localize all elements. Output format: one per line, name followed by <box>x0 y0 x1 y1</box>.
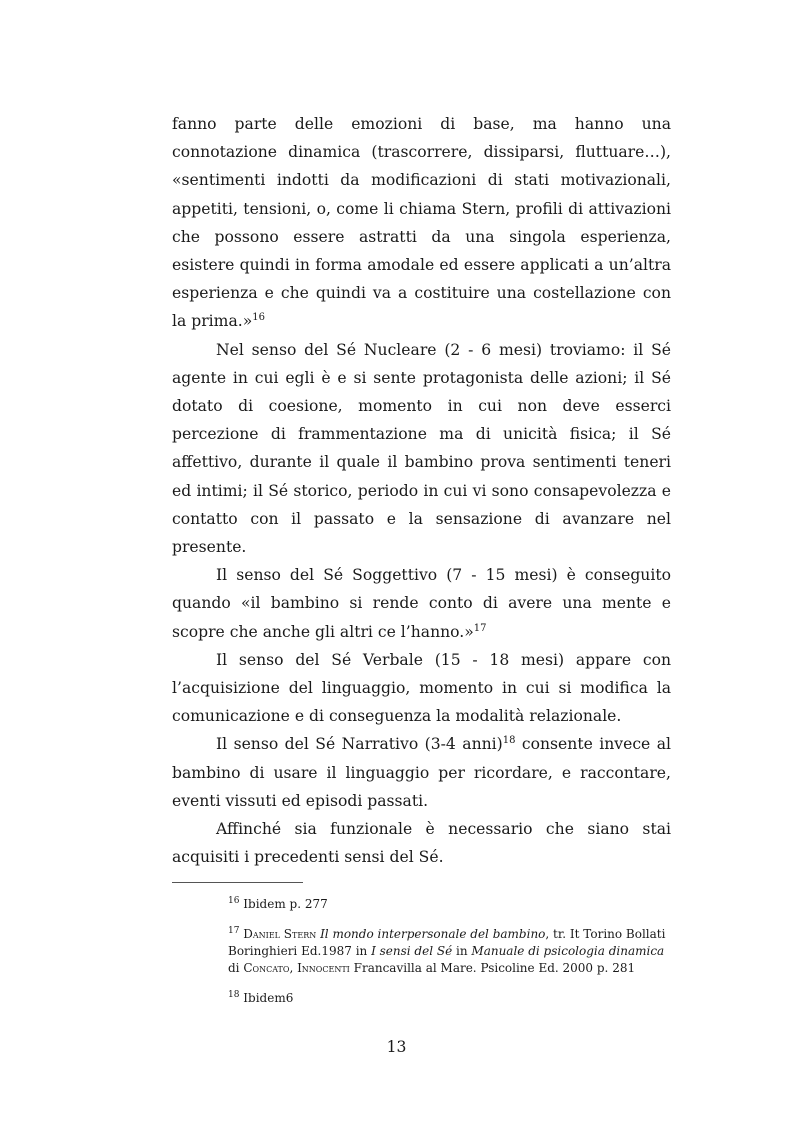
footnote-separator <box>172 882 303 883</box>
footnote-ref-18[interactable]: 18 <box>502 735 516 747</box>
paragraph-3: Il senso del Sé Soggettivo (7 - 15 mesi) è conseguito quando «il bambino si rende conto di avere una mente e scopre che anche gli altri ce l’hanno.»$^{17}$ <box>172 566 671 641</box>
body-text <box>172 110 671 871</box>
footnote-number: 17 <box>228 926 240 936</box>
paragraph-1: fanno parte delle emozioni di base, ma hanno una connotazione dinamica (trascorrere, dissiparsi, fluttuare…), «sentimenti indotti da modificazioni di stati motivazionali, appetiti, tensioni, o, come li chiama Stern, profili di attivazioni che possono essere astratti da una singola esperienza, esistere quindi in forma amodale ed essere applicati a un’altra esperienza e che quindi va a costituire una costellazione con la prima.»$^{16}$ <box>172 115 671 331</box>
footnote-title: Il mondo interpersonale del bambino <box>320 927 546 941</box>
footnote-ref-17[interactable]: 17 <box>473 622 487 634</box>
footnote-ref-16[interactable]: 16 <box>252 312 265 324</box>
footnote-author: Daniel Stern <box>243 927 317 941</box>
paragraph-5: Il senso del Sé Narrativo (3-4 anni)$^{18}$ consente invece al bambino di usare il linguaggio per ricordare, e raccontare, eventi vissuti ed episodi passati. <box>172 735 671 810</box>
paragraph-6: Affinché sia funzionale è necessario che siano stai acquisiti i precedenti sensi del Sé. <box>172 820 671 867</box>
footnote-16: $^{16}$ Ibidem p. 277 <box>228 896 328 911</box>
footnotes <box>228 896 673 1020</box>
footnote-number: 16 <box>228 896 240 906</box>
page-number: 13 <box>386 1038 407 1056</box>
footnote-17: $^{17}$ Daniel Stern Il mondo interpersonale del bambino, tr. It Torino Bollati Boringhieri Ed.1987 in I sensi del Sé in Manuale di psicologia dinamica di Concato, Innocenti Francavilla al Mare. Psicoline Ed. 2000 p. 281 <box>228 926 666 975</box>
paragraph-2: Nel senso del Sé Nucleare (2 - 6 mesi) troviamo: il Sé agente in cui egli è e si sente protagonista delle azioni; il Sé dotato di coesione, momento in cui non deve esserci percezione di frammentazione ma di unicità fisica; il Sé affettivo, durante il quale il bambino prova sentimenti teneri ed intimi; il Sé storico, periodo in cui vi sono consapevolezza e contatto con il passato e la sensazione di avanzare nel presente. <box>172 340 671 557</box>
footnote-18: $^{18}$ Ibidem6 <box>228 990 294 1005</box>
paragraph-4: Il senso del Sé Verbale (15 - 18 mesi) appare con l’acquisizione del linguaggio, momento in cui si modifica la comunicazione e di conseguenza la modalità relazionale. <box>172 650 671 726</box>
footnote-number: 18 <box>228 990 240 1000</box>
